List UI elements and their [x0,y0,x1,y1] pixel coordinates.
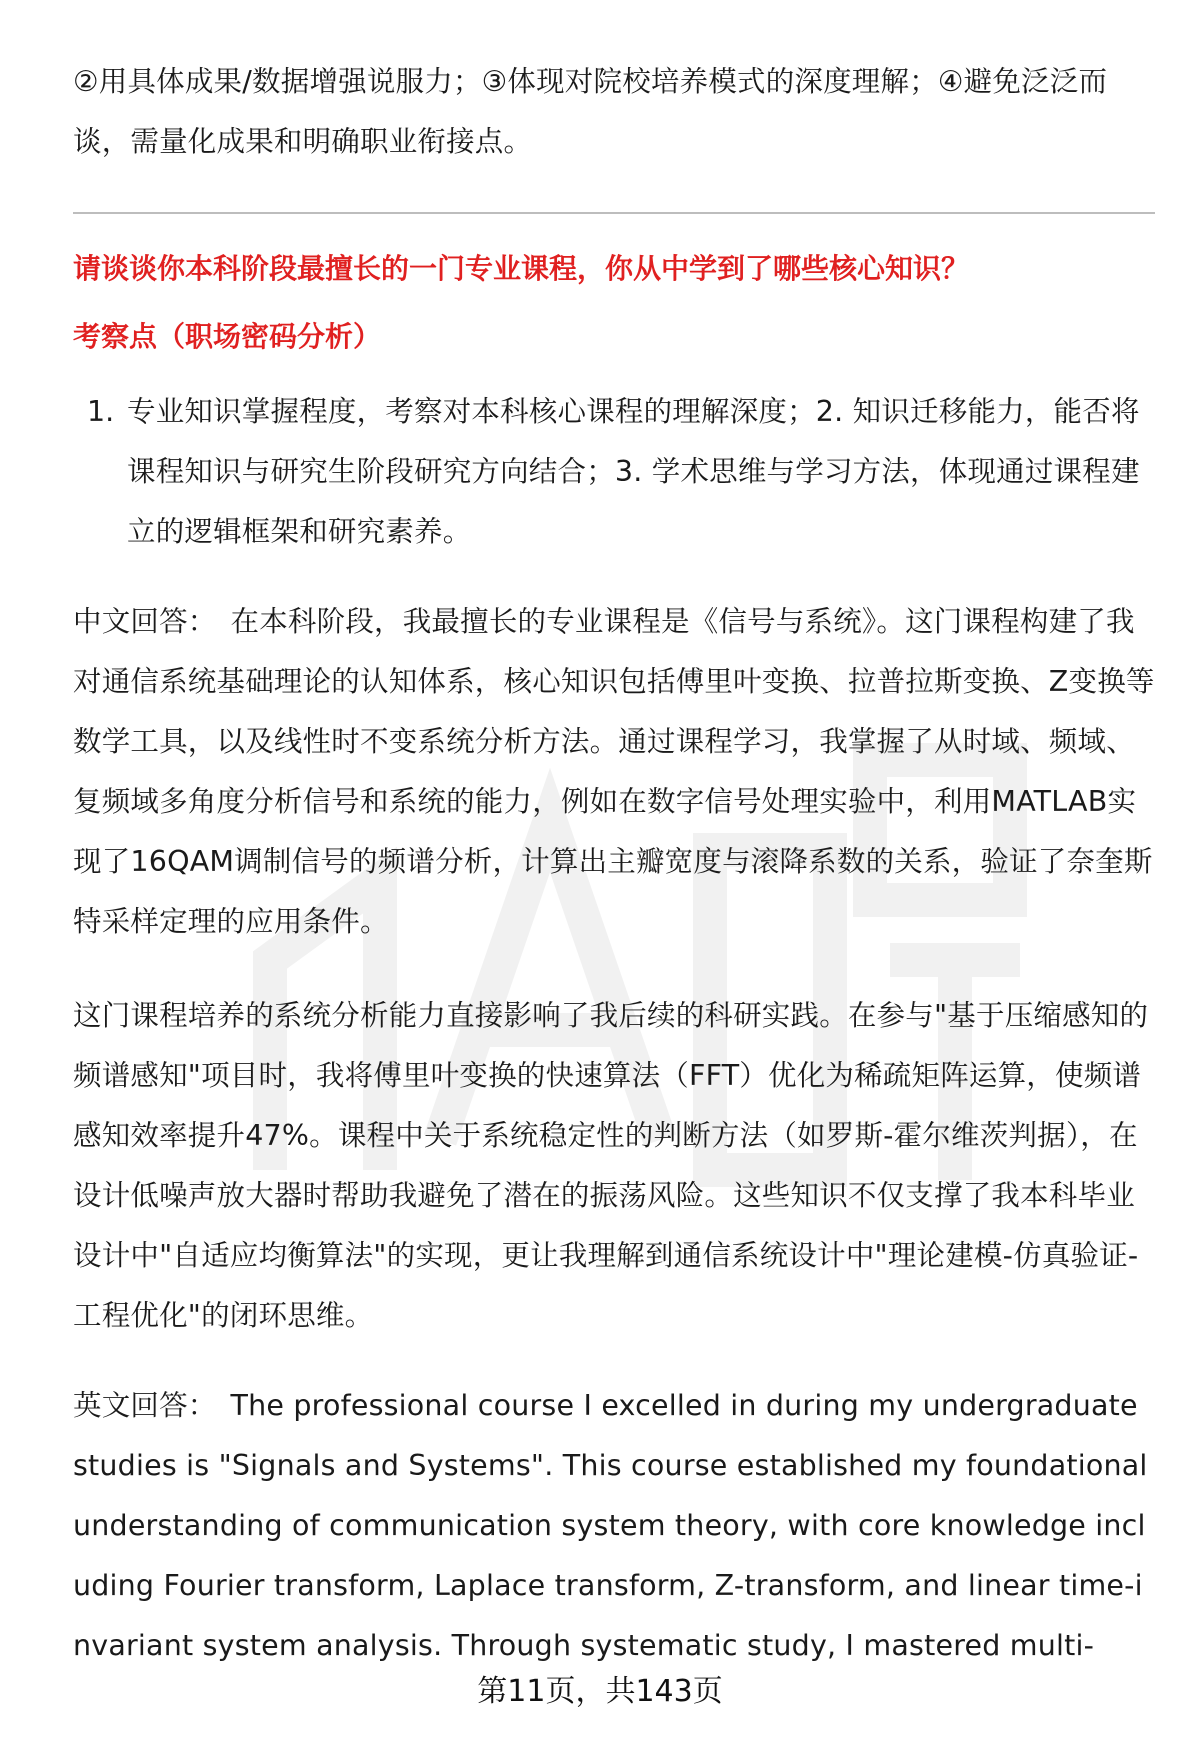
chinese-answer-paragraph-2: 这门课程培养的系统分析能力直接影响了我后续的科研实践。在参与"基于压缩感知的频谱感知"项目时，我将傅里叶变换的快速算法（FFT）优化为稀疏矩阵运算，使频谱感知效率提升47%。课程中关于系统稳定性的判断方法（如罗斯-霍尔维茨判据），在设计低噪声放大器时帮助我避免了潜在的振荡风险。这些知识不仅支撑了我本科毕业设计中"自适应均衡算法"的实现，更让我理解到通信系统设计中"理论建模-仿真验证-工程优化"的闭环思维。 [73,999,1149,1332]
chinese-answer-label: 中文回答： [73,605,217,638]
english-answer-label: 英文回答： [73,1389,217,1422]
chinese-answer-paragraph-1 [73,592,1155,952]
points-heading: 考察点（职场密码分析） [73,320,382,353]
english-answer-paragraph [73,1376,1155,1676]
document-content [73,52,1155,1676]
assessment-points-list [73,382,1155,562]
chinese-answer-section [73,592,1155,1346]
question-title: 请谈谈你本科阶段最擅长的一门专业课程，你从中学到了哪些核心知识？ [73,252,970,285]
intro-paragraph: ②用具体成果/数据增强说服力；③体现对院校培养模式的深度理解；④避免泛泛而谈，需量化成果和明确职业衔接点。 [73,65,1108,158]
section-divider [73,212,1155,214]
page-number-footer: 第11页，共143页 [477,1674,723,1709]
english-answer-text: The professional course I excelled in during my undergraduate studies is "Signals and Systems". This course established my foundational understanding of communication system theory, with core knowledge including Fourier transform, Laplace transform, Z-transform, and linear time-invariant system analysis. Through systematic study, I mastered multi- [73,1389,1148,1662]
chinese-answer-text-1: 在本科阶段，我最擅长的专业课程是《信号与系统》。这门课程构建了我对通信系统基础理论的认知体系，核心知识包括傅里叶变换、拉普拉斯变换、Z变换等数学工具，以及线性时不变系统分析方法。通过课程学习，我掌握了从时域、频域、复频域多角度分析信号和系统的能力，例如在数字信号处理实验中，利用MATLAB实现了16QAM调制信号的频谱分析，计算出主瓣宽度与滚降系数的关系，验证了奈奎斯特采样定理的应用条件。 [73,605,1155,938]
list-item-text: 专业知识掌握程度，考察对本科核心课程的理解深度；2. 知识迁移能力，能否将课程知识与研究生阶段研究方向结合；3. 学术思维与学习方法，体现通过课程建立的逻辑框架和研究素养。 [127,395,1140,548]
english-answer-section [73,1376,1155,1676]
list-item-number: 1. [87,395,115,428]
